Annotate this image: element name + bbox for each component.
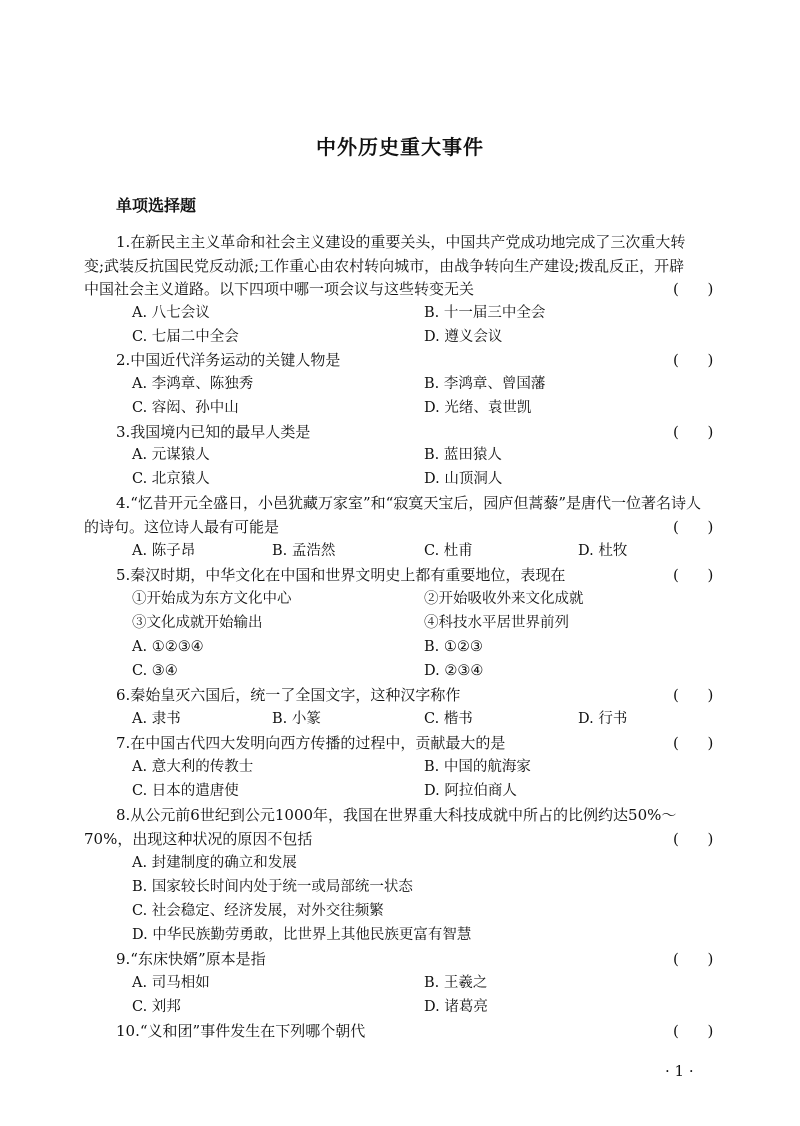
statement-2: ②开始吸收外来文化成就	[424, 591, 584, 607]
answer-blank: ( )	[673, 518, 714, 536]
option-d: D. ②③④	[424, 663, 484, 679]
answer-blank: ( )	[673, 566, 714, 584]
option-d: D. 阿拉伯商人	[424, 783, 517, 799]
option-a: A. 元谋猿人	[132, 447, 210, 463]
option-d: D. 杜牧	[578, 543, 628, 559]
statement-1: ①开始成为东方文化中心	[132, 591, 292, 607]
question-1-line-2: 变;武装反抗国民党反动派;工作重心由农村转向城市，由战争转向生产建设;拨乱反正，开辟	[84, 257, 685, 275]
section-heading: 单项选择题	[116, 196, 197, 215]
option-a: A. 李鸿章、陈独秀	[132, 376, 254, 392]
option-b: B. 小篆	[272, 711, 321, 727]
answer-blank: ( )	[673, 950, 714, 968]
option-b: B. 十一届三中全会	[424, 305, 546, 321]
answer-blank: ( )	[673, 830, 714, 848]
option-d: D. 行书	[578, 711, 628, 727]
option-b: B. 中国的航海家	[424, 759, 531, 775]
option-a: A. 陈子昂	[132, 543, 196, 559]
option-d: D. 诸葛亮	[424, 999, 488, 1015]
question-2-line-1: 2.中国近代洋务运动的关键人物是	[116, 351, 341, 369]
question-10-line-1: 10.“义和团”事件发生在下列哪个朝代	[116, 1022, 366, 1040]
answer-blank: ( )	[673, 423, 714, 441]
question-3-line-1: 3.我国境内已知的最早人类是	[116, 423, 311, 441]
option-c: C. 杜甫	[424, 543, 473, 559]
question-8-line-1: 8.从公元前6世纪到公元1000年，我国在世界重大科技成就中所占的比例约达50%～	[116, 806, 677, 824]
question-9-line-1: 9.“东床快婿”原本是指	[116, 950, 266, 968]
option-c: C. 社会稳定、经济发展，对外交往频繁	[132, 903, 384, 919]
option-a: A. ①②③④	[132, 639, 204, 655]
option-b: B. 国家较长时间内处于统一或局部统一状态	[132, 879, 413, 895]
answer-blank: ( )	[673, 1022, 714, 1040]
option-d: D. 光绪、袁世凯	[424, 400, 532, 416]
option-b: B. ①②③	[424, 639, 483, 655]
question-1-line-1: 1.在新民主主义革命和社会主义建设的重要关头，中国共产党成功地完成了三次重大转	[116, 233, 686, 251]
option-a: A. 隶书	[132, 711, 181, 727]
statement-3: ③文化成就开始输出	[132, 615, 263, 631]
option-c: C. 容闳、孙中山	[132, 400, 239, 416]
answer-blank: ( )	[673, 686, 714, 704]
option-d: D. 遵义会议	[424, 329, 503, 345]
question-5-line-1: 5.秦汉时期，中华文化在中国和世界文明史上都有重要地位，表现在	[116, 566, 566, 584]
option-c: C. ③④	[132, 663, 178, 679]
option-a: A. 意大利的传教士	[132, 759, 254, 775]
option-a: A. 封建制度的确立和发展	[132, 855, 297, 871]
option-d: D. 中华民族勤劳勇敢，比世界上其他民族更富有智慧	[132, 927, 472, 943]
page-title: 中外历史重大事件	[316, 135, 484, 159]
question-6-line-1: 6.秦始皇灭六国后，统一了全国文字，这种汉字称作	[116, 686, 461, 704]
question-4-line-1: 4.“忆昔开元全盛日，小邑犹藏万家室”和“寂寞天宝后，园庐但蒿藜”是唐代一位著名诗人	[116, 494, 701, 512]
option-b: B. 李鸿章、曾国藩	[424, 376, 546, 392]
question-8-line-2: 70%，出现这种状况的原因不包括	[84, 830, 313, 848]
answer-blank: ( )	[673, 351, 714, 369]
answer-blank: ( )	[673, 734, 714, 752]
option-b: B. 王羲之	[424, 975, 488, 991]
option-c: C. 七届二中全会	[132, 329, 239, 345]
option-c: C. 刘邦	[132, 999, 181, 1015]
option-a: A. 司马相如	[132, 975, 210, 991]
option-c: C. 北京猿人	[132, 471, 210, 487]
option-d: D. 山顶洞人	[424, 471, 503, 487]
answer-blank: ( )	[673, 280, 714, 298]
question-4-line-2: 的诗句。这位诗人最有可能是	[84, 518, 280, 536]
option-a: A. 八七会议	[132, 305, 210, 321]
statement-4: ④科技水平居世界前列	[424, 615, 569, 631]
option-c: C. 楷书	[424, 711, 473, 727]
question-7-line-1: 7.在中国古代四大发明向西方传播的过程中，贡献最大的是	[116, 734, 506, 752]
question-1-line-3: 中国社会主义道路。以下四项中哪一项会议与这些转变无关	[84, 280, 475, 298]
option-c: C. 日本的遣唐使	[132, 783, 239, 799]
page-number: · 1 ·	[665, 1062, 694, 1080]
option-b: B. 蓝田猿人	[424, 447, 502, 463]
option-b: B. 孟浩然	[272, 543, 336, 559]
